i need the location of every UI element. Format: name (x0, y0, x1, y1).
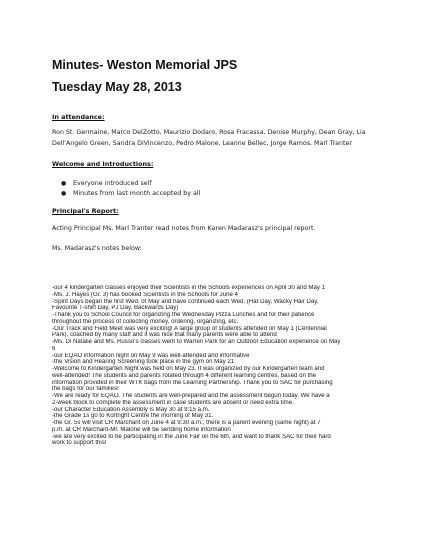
note-line: -Ms. J. Hayes (Gr. 3) has booked Scientists in the Schools for June 4 (52, 291, 238, 298)
note-line: -the Gr. 5s will visit CR Marchant on June 4 at 9:30 a.m.; there is a parent evening (same night) at 7 (52, 420, 321, 426)
note-line: -our EQAO information night on May 9 was well-attended and informative (52, 352, 250, 359)
list-item (52, 178, 372, 188)
attendance-heading: In attendance: (52, 113, 105, 121)
note-line: -the Grade 1s go to Kortright Centre the morning of May 31. (52, 413, 214, 420)
note-line: -We are ready for EQAO. The students are well-prepared and the assessment begun today. We have a (52, 393, 330, 399)
note-line: p.m. at CR Marchant-Mr. Malone will be sending home information (52, 426, 231, 433)
welcome-heading: Welcome and Introductions: (52, 160, 154, 168)
principal-notes (52, 285, 382, 447)
list-item-text: Minutes from last month accepted by all (73, 189, 201, 197)
principal-heading: Principal's Report: (52, 207, 119, 215)
bullet-icon: ● (61, 189, 67, 197)
note-line: -Ms. Di Natalie and Ms. Russo's classes went to Warren Park for an Outdoor Education experience on May (52, 339, 341, 345)
note-line: -Welcome to Kindergarten Night was held on May 23. It was organized by our Kindergarten team and (52, 366, 325, 372)
meeting-date: Tuesday May 28, 2013 (52, 80, 182, 94)
list-item (52, 188, 372, 198)
note-line: 2-week block to complete the assessment in case students are absent or need extra time. (52, 399, 294, 406)
attendance-names: Ron St. Germaine, Marco DelZotto, Maurizio Dodaro, Rosa Fracassa, Denise Murphy, Dean Gray, Lia Dell'Angelo Green, Sandra DiVincenzo, Pedro Malone, Leanne Bellec, Jorge Ramos, Marl Tranter (52, 129, 366, 147)
note-line: -Thank you to School Council for organizing the Wednesday Pizza Lunches and for their patience (52, 312, 315, 318)
bullet-icon: ● (61, 179, 67, 187)
welcome-list (52, 178, 372, 198)
notes-label: Ms. Madarasz's notes below: (52, 245, 142, 252)
note-line: -Our Track and Field Meet was very exciting! A large group of students attended on May 1 (Centennial (52, 325, 327, 332)
note-line: -our Character Education Assembly is May 30 at 9:15 a.m. (52, 406, 210, 413)
note-line: information provided in their WTK bags from the Learning Partnership. Thank you to SAC for purchasing (52, 379, 333, 386)
note-line: Park), coached by many staff and it was nice that many parents were able to attend (52, 332, 277, 339)
note-line: throughout the process of collecting money, ordering, organizing, etc. (52, 318, 239, 325)
note-line: work to support this! (52, 440, 107, 447)
list-item-text: Everyone introduced self (73, 179, 152, 187)
note-line: Favourite T-shirt Day, PJ Day, Backwards Day) (52, 305, 179, 312)
note-line: 6 (52, 345, 56, 352)
note-line: -we are very excited to be participating in the June Fair on the 6th, and want to thank SAC for their hard (52, 433, 331, 440)
note-line: the bags for our families! (52, 386, 119, 393)
note-line: well-attended! The students and parents rotated through 4 different learning centres, based on the (52, 372, 317, 379)
document-title: Minutes- Weston Memorial JPS (52, 58, 238, 72)
note-line: -our 4 kindergarten classes enjoyed their Scientists in the Schools experiences on April 30 and May 1 (52, 285, 326, 291)
note-line: -Spirit Days began the first Wed. of May and have continued each Wed. (Hat Day, Wacky Hair Day, (52, 298, 319, 305)
principal-intro: Acting Principal Ms. Marl Tranter read notes from Karen Madarasz's principal report. (52, 225, 316, 232)
note-line: -the Vision and Hearing Screening took place in the gym on May 21 (52, 359, 235, 366)
